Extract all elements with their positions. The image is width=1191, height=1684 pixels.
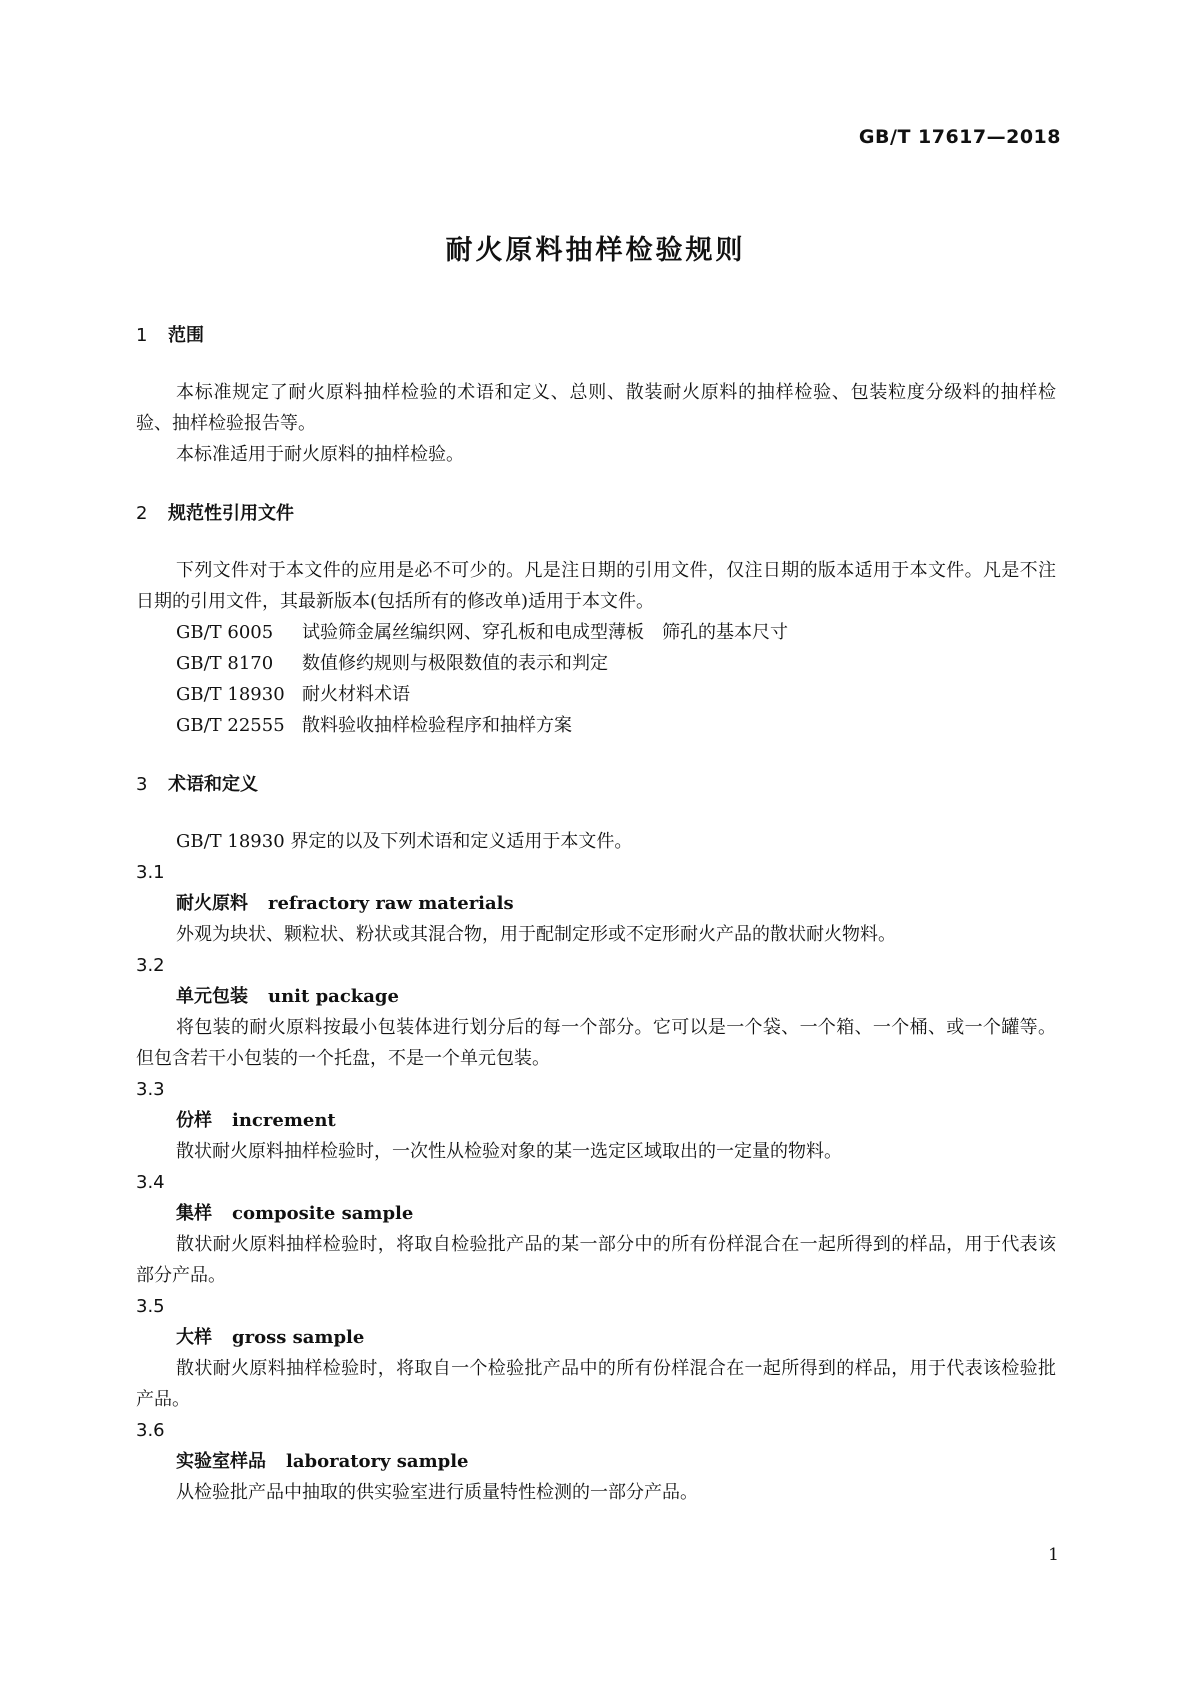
term-name [136,1322,1056,1353]
term-name-en: refractory raw materials [268,893,514,914]
section-title: 范围 [168,325,204,346]
term-name-zh: 集样 [176,1203,212,1224]
term-definition: 散状耐火原料抽样检验时，将取自检验批产品的某一部分中的所有份样混合在一起所得到的样品，用于代表该部分产品。 [136,1234,1056,1286]
term-number: 3.1 [136,862,165,883]
document-body [136,320,1056,1508]
term-name [136,888,1056,919]
term-name [136,981,1056,1012]
term-definition: 从检验批产品中抽取的供实验室进行质量特性检测的一部分产品。 [176,1482,698,1503]
term-name-en: increment [232,1110,336,1131]
term-number: 3.4 [136,1172,165,1193]
reference-title: 数值修约规则与极限数值的表示和判定 [302,653,608,674]
term-name-zh: 大样 [176,1327,212,1348]
reference-code: GB/T 8170 [176,653,274,674]
term-name-zh: 实验室样品 [176,1451,266,1472]
paragraph: 本标准规定了耐火原料抽样检验的术语和定义、总则、散装耐火原料的抽样检验、包装粒度分级料的抽样检验、抽样检验报告等。 [136,382,1056,434]
term-name [136,1105,1056,1136]
reference-code: GB/T 22555 [176,715,285,736]
reference-code: GB/T 18930 [176,684,285,705]
section-2-heading [136,498,1056,529]
section-title: 规范性引用文件 [168,503,294,524]
reference-title: 散料验收抽样检验程序和抽样方案 [302,715,572,736]
standard-code: GB/T 17617—2018 [858,126,1061,148]
section-title: 术语和定义 [168,774,258,795]
paragraph: 下列文件对于本文件的应用是必不可少的。凡是注日期的引用文件，仅注日期的版本适用于本文件。凡是不注日期的引用文件，其最新版本(包括所有的修改单)适用于本文件。 [136,560,1056,612]
section-1-heading [136,320,1056,351]
page-number: 1 [1048,1545,1059,1565]
section-number: 3 [136,774,148,795]
term-number: 3.5 [136,1296,165,1317]
reference-code: GB/T 6005 [176,622,274,643]
term-name [136,1446,1056,1477]
document-title: 耐火原料抽样检验规则 [445,235,746,266]
section-number: 2 [136,503,148,524]
paragraph: GB/T 18930 界定的以及下列术语和定义适用于本文件。 [176,831,633,852]
term-definition: 外观为块状、颗粒状、粉状或其混合物，用于配制定形或不定形耐火产品的散状耐火物料。 [176,924,896,945]
reference-item [136,679,1056,710]
term-definition: 散状耐火原料抽样检验时，将取自一个检验批产品中的所有份样混合在一起所得到的样品，用于代表该检验批产品。 [136,1358,1056,1410]
term-name [136,1198,1056,1229]
reference-title: 耐火材料术语 [302,684,410,705]
term-name-zh: 份样 [176,1110,212,1131]
term-number: 3.2 [136,955,165,976]
reference-item [136,710,1056,741]
term-number: 3.6 [136,1420,165,1441]
reference-item [136,617,1056,648]
term-name-en: unit package [268,986,399,1007]
term-definition: 将包装的耐火原料按最小包装体进行划分后的每一个部分。它可以是一个袋、一个箱、一个桶、或一个罐等。但包含若干小包装的一个托盘，不是一个单元包装。 [136,1017,1056,1069]
reference-title: 试验筛金属丝编织网、穿孔板和电成型薄板 筛孔的基本尺寸 [302,622,788,643]
term-name-en: gross sample [232,1327,365,1348]
term-name-en: laboratory sample [286,1451,469,1472]
section-number: 1 [136,325,148,346]
term-name-en: composite sample [232,1203,414,1224]
term-definition: 散状耐火原料抽样检验时，一次性从检验对象的某一选定区域取出的一定量的物料。 [176,1141,842,1162]
paragraph: 本标准适用于耐火原料的抽样检验。 [176,444,464,465]
term-name-zh: 单元包装 [176,986,248,1007]
reference-item [136,648,1056,679]
term-number: 3.3 [136,1079,165,1100]
section-3-heading [136,769,1056,800]
term-name-zh: 耐火原料 [176,893,248,914]
